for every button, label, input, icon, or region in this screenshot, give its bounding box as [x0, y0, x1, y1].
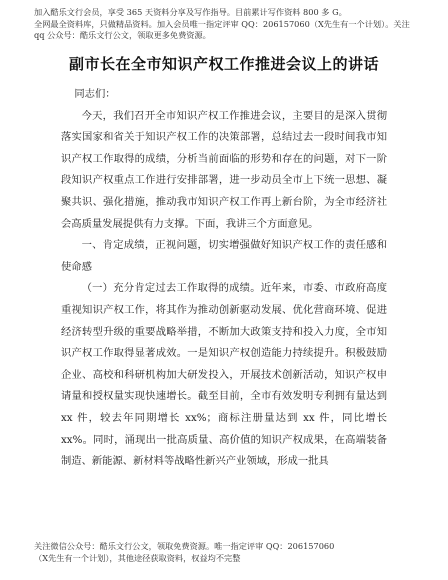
- header-promo-line-2: 全网最全资料库，只做精品资料。加入会员唯一指定评审 QQ：206157060（X先生有一个计划）。关注 qq 公众号：酷乐文行公文，领取更多免费资源。: [34, 18, 410, 40]
- document-title: 副市长在全市知识产权工作推进会议上的讲话: [68, 55, 379, 73]
- header-promo: [34, 7, 418, 42]
- header-promo-line-1: 加入酷乐文行会员，享受 365 天资料分享及写作指导。目前累计写作资料 800 多 G。: [34, 7, 347, 17]
- footer-promo-line-1: 关注微信公众号：酷乐文行公文，领取免费资源。唯一指定评审 QQ：206157060: [34, 541, 335, 551]
- footer-promo-line-2: （X先生有一个计划），其他途径获取资料，权益均不完整: [34, 552, 241, 563]
- document-body: [61, 84, 387, 473]
- intro-paragraph: 今天，我们召开全市知识产权工作推进会议，主要目的是深入贯彻落实国家和省关于知识产权工作的决策部署，总结过去一段时间我市知识产权工作取得的成绩，分析当前面临的形势和存在的问题，对下一阶段知识产权重点工作进行安排部署，进一步动员全市上下统一思想、凝聚共识、强化措施，推动我市知识产权工作再上新台阶，为全市经济社会高质量发展提供有力支撑。下面，我讲三个方面意见。: [61, 109, 387, 230]
- section-heading-1: 一、肯定成绩，正视问题，切实增强做好知识产权工作的责任感和使命感: [61, 239, 387, 273]
- footer-promo: [34, 541, 418, 564]
- greeting: 同志们：: [74, 88, 116, 100]
- subsection-paragraph-1: （一）充分肯定过去工作取得的成绩。近年来，市委、市政府高度重视知识产权工作，将其作为推动创新驱动发展、优化营商环境、促进经济转型升级的重要战略举措，不断加大政策支持和投入力度，全市知识产权工作取得显著成效。一是知识产权创造能力持续提升。积极鼓励企业、高校和科研机构加大研发投入，开展技术创新活动，知识产权申请量和授权量实现快速增长。截至目前，全市有效发明专利拥有量达到 xx 件，较去年同期增长 xx%；商标注册量达到 xx 件，同比增长 xx%。同时，涌现出一批高质量、高价值的知识产权成果，在高端装备制造、新能源、新材料等战略性新兴产业领域，形成一批具: [61, 282, 387, 468]
